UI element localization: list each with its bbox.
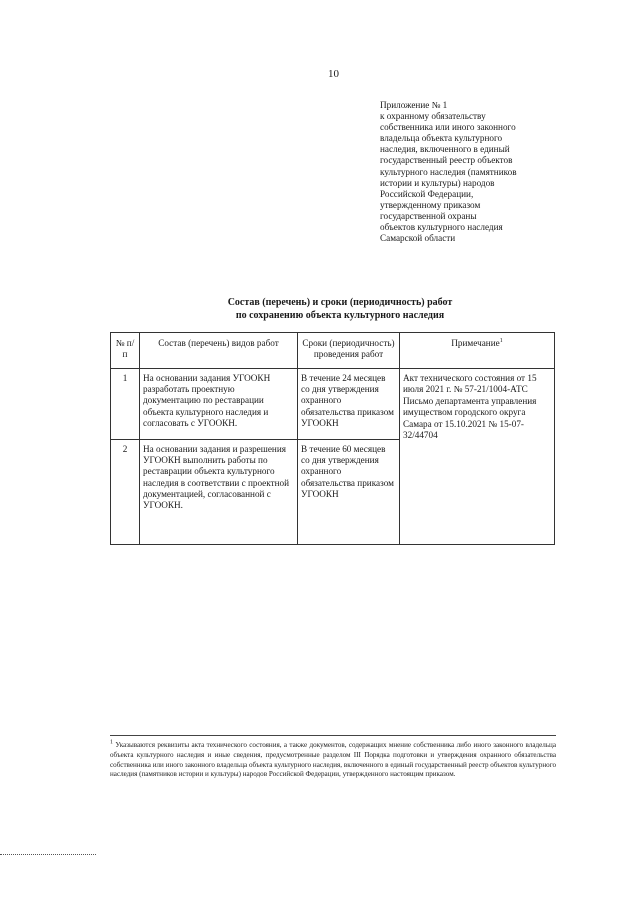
appendix-line: Самарской области [380,233,456,244]
title-line: Состав (перечень) и сроки (периодичность) работ [227,297,453,308]
header-works: Состав (перечень) видов работ [140,333,298,369]
row-note: Акт технического состояния от 15 июля 2021 г. № 57-21/1004-АТС Письмо департамента управления имуществом городского округа Самара от 15.10.2021 № 15-07-32/44704 [400,369,555,545]
footnote-marker: 1 [110,739,113,746]
header-terms: Сроки (периодичность) проведения работ [298,333,400,369]
appendix-line: владельца объекта культурного [380,133,503,144]
appendix-line: утвержденному приказом [380,199,481,210]
footnote-ref: 1 [499,337,503,344]
appendix-line: государственной охраны [380,210,477,221]
header-note [400,333,555,369]
row-terms: В течение 24 месяцев со дня утверждения охранного обязательства приказом УГООКН [298,369,400,440]
appendix-line: объектов культурного наследия [380,222,503,233]
table-header-row [111,333,555,369]
header-num: № п/п [111,333,140,369]
works-table [110,332,555,545]
appendix-line: культурного наследия (памятников [380,166,517,177]
footnote [110,741,556,780]
header-note-label: Примечание [451,338,500,348]
appendix-line: Российской Федерации, [380,188,474,199]
appendix-line: собственника или иного законного [380,122,516,133]
footnote-text: Указываются реквизиты акта технического состояния, а также документов, содержащих мнение собственника либо иного законного владельца объекта культурного наследия и иные сведения, предусмотренные разделом III Порядка подготовки и утверждения охранного обязательства собственника или иного законного владельца объекта культурного наследия, включенного в единый государственный реестр объектов культурного наследия (памятников истории и культуры) народов Российской Федерации, утвержденного настоящим приказом. [110,741,556,779]
row-num: 1 [111,369,140,440]
appendix-line: Приложение № 1 [380,100,448,110]
row-num: 2 [111,440,140,545]
appendix-line: государственный реестр объектов [380,155,513,166]
table-row [111,369,555,440]
appendix-line: истории и культуры) народов [380,177,495,188]
row-works: На основании задания УГООКН разработать проектную документацию по реставрации объекта культурного наследия и согласовать с УГООКН. [140,369,298,440]
row-works: На основании задания и разрешения УГООКН выполнить работы по реставрации объекта культурного наследия в соответствии с проектной документацией, согласованной с УГООКН. [140,440,298,545]
row-terms: В течение 60 месяцев со дня утверждения охранного обязательства приказом УГООКН [298,440,400,545]
appendix-line: наследия, включенного в единый [380,144,510,155]
page-number: 10 [328,68,339,80]
title-line: по сохранению объекта культурного наследия [235,309,445,321]
footnote-divider [110,735,556,736]
appendix-header [380,100,580,244]
appendix-line: к охранному обязательству [380,111,486,122]
bottom-margin-mark [0,854,96,857]
document-title [150,297,530,322]
